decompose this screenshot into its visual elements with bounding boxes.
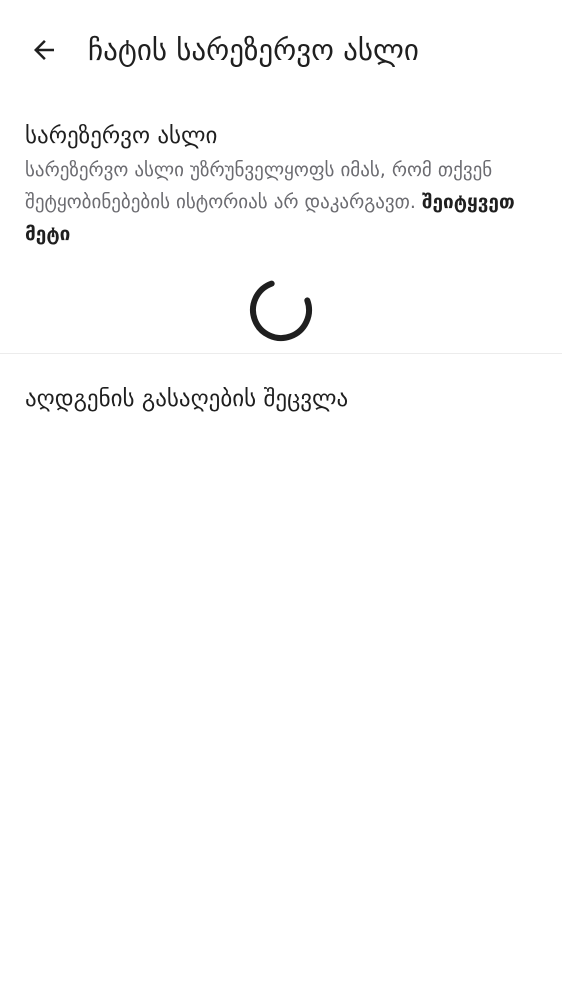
backup-section <box>25 118 545 250</box>
loading-spinner-icon <box>247 276 315 344</box>
arrow-left-icon <box>29 35 59 65</box>
backup-description-text: სარეზერვო ასლი უზრუნველყოფს იმას, რომ თქვენ შეტყობინებების ისტორიას არ დაკარგავთ. <box>25 159 493 213</box>
change-recovery-key-label: აღდგენის გასაღების შეცვლა <box>25 386 349 412</box>
backup-section-title: სარეზერვო ასლი <box>25 123 218 149</box>
change-recovery-key-item[interactable] <box>0 354 562 444</box>
page-title: ჩატის სარეზერვო ასლი <box>88 33 419 67</box>
backup-description <box>25 154 545 250</box>
back-button[interactable] <box>24 30 64 70</box>
learn-more-link[interactable]: შეიტყვეთ მეტი <box>25 191 515 245</box>
app-bar <box>0 0 562 100</box>
